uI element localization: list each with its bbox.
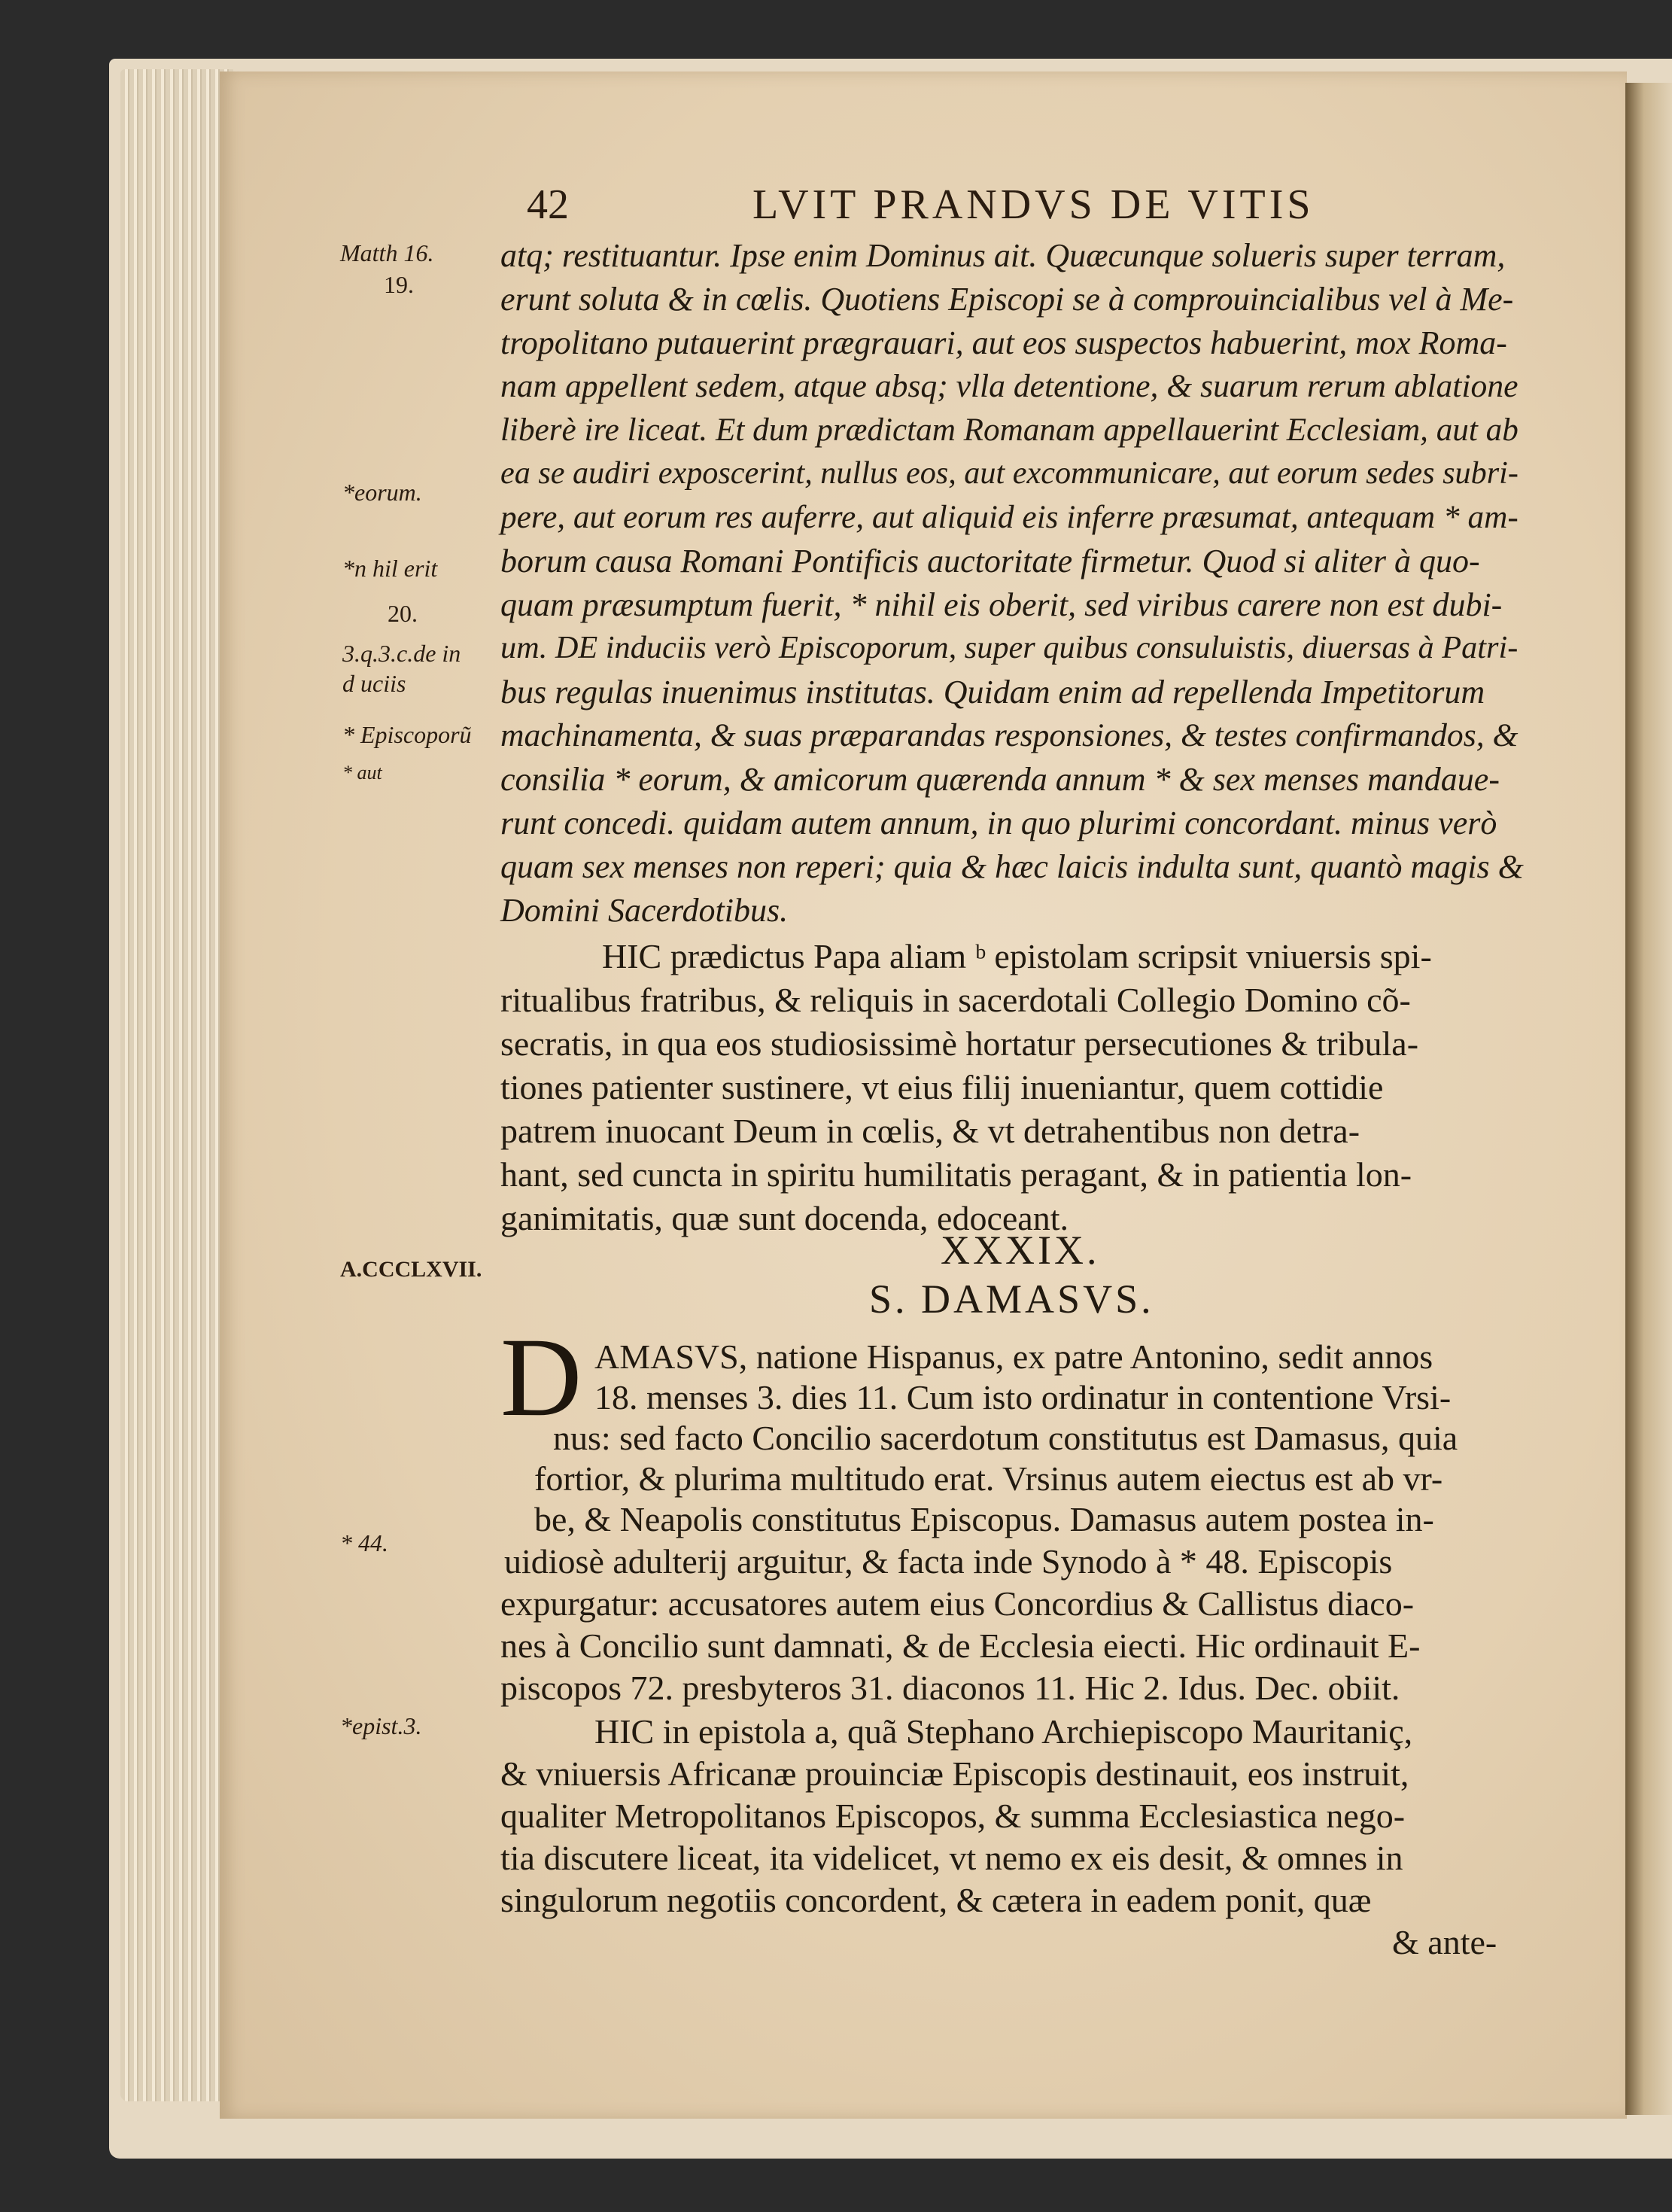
text-line: expurgatur: accusatores autem eius Concordius & Callistus diaco- <box>500 1584 1415 1623</box>
gutter <box>1625 83 1672 2115</box>
text-line: nes à Concilio sunt damnati, & de Ecclesia eiecti. Hic ordinauit E- <box>500 1626 1421 1665</box>
text-line: consilia * eorum, & amicorum quærenda annum * & sex menses mandaue- <box>500 761 1500 798</box>
chapter-title: S. DAMASVS. <box>869 1276 1154 1322</box>
text-line: uidiosè adulterij arguitur, & facta inde Synodo à * 48. Episcopis <box>504 1542 1393 1581</box>
margin-note: 3.q.3.c.de in <box>342 640 461 667</box>
text-line: & vniuersis Africanæ prouinciæ Episcopis destinauit, eos instruit, <box>500 1754 1409 1793</box>
text-line: ganimitatis, quæ sunt docenda, edoceant. <box>500 1199 1069 1237</box>
text-line: AMASVS, natione Hispanus, ex patre Antonino, sedit annos <box>594 1337 1433 1376</box>
text-line: hant, sed cuncta in spiritu humilitatis peragant, & in patientia lon- <box>500 1155 1412 1194</box>
margin-note: *epist.3. <box>340 1712 422 1739</box>
margin-note: 19. <box>384 271 414 298</box>
margin-note: * aut <box>342 762 382 783</box>
text-line: runt concedi. quidam autem annum, in quo plurimi concordant. minus verò <box>500 805 1497 841</box>
text-line: piscopos 72. presbyteros 31. diaconos 11. Hic 2. Idus. Dec. obiit. <box>500 1669 1400 1707</box>
text-line: qualiter Metropolitanos Episcopos, & summa Ecclesiastica nego- <box>500 1797 1406 1835</box>
running-head: LVIT PRANDVS DE VITIS <box>752 181 1315 228</box>
text-line: nam appellent sedem, atque absq; vlla detentione, & suarum rerum ablatione <box>500 368 1518 404</box>
text-line: quam sex menses non reperi; quia & hæc laicis indulta sunt, quantò magis & <box>500 848 1524 885</box>
drop-cap: D <box>500 1315 582 1440</box>
text-line: machinamenta, & suas præparandas responsiones, & testes confirmandos, & <box>500 717 1518 753</box>
margin-note: *n hil erit <box>342 555 438 582</box>
text-line: atq; restituantur. Ipse enim Dominus ait. Quæcunque solueris super terram, <box>500 237 1506 274</box>
page-edges <box>120 69 233 2101</box>
text-line: tia discutere liceat, ita videlicet, vt nemo ex eis desit, & omnes in <box>500 1839 1403 1877</box>
chapter-number: XXXIX. <box>941 1228 1100 1273</box>
margin-note: *eorum. <box>342 479 422 506</box>
margin-note: * Episcoporũ <box>342 721 472 748</box>
text-line: be, & Neapolis constitutus Episcopus. Damasus autem postea in- <box>534 1500 1434 1538</box>
text-line: Domini Sacerdotibus. <box>500 892 789 929</box>
text-line: liberè ire liceat. Et dum prædictam Romanam appellauerint Ecclesiam, aut ab <box>500 412 1518 448</box>
text-line: quam præsumptum fuerit, * nihil eis oberit, sed viribus carere non est dubi- <box>500 586 1503 623</box>
text-line: pere, aut eorum res auferre, aut aliquid eis inferre præsumat, antequam * am- <box>500 499 1518 535</box>
catchword: & ante- <box>1392 1923 1497 1961</box>
text-line: 18. menses 3. dies 11. Cum isto ordinatur in contentione Vrsi- <box>594 1378 1452 1416</box>
text-line: HIC in epistola a, quã Stephano Archiepiscopo Mauritaniç, <box>594 1712 1413 1751</box>
text-line: fortior, & plurima multitudo erat. Vrsinus autem eiectus est ab vr- <box>534 1459 1443 1498</box>
text-line: ritualibus fratribus, & reliquis in sacerdotali Collegio Domino cõ- <box>500 981 1411 1019</box>
text-line: um. DE induciis verò Episcoporum, super quibus consuluistis, diuersas à Patri- <box>500 630 1518 665</box>
text-line: tropolitano putauerint prægrauari, aut eos suspectos habuerint, mox Roma- <box>500 324 1507 361</box>
margin-note: A.CCCLXVII. <box>340 1257 482 1282</box>
margin-note: 20. <box>388 600 418 627</box>
text-line: erunt soluta & in cœlis. Quotiens Episcopi se à comprouincialibus vel à Me- <box>500 281 1514 318</box>
text-line: ea se audiri exposcerint, nullus eos, aut excommunicare, aut eorum sedes subri- <box>500 455 1518 491</box>
text-line: singulorum negotiis concordent, & cætera in eadem ponit, quæ <box>500 1881 1372 1919</box>
text-line: HIC prædictus Papa aliam ᵇ epistolam scripsit vniuersis spi- <box>602 937 1432 975</box>
text-line: bus regulas inuenimus institutas. Quidam enim ad repellenda Impetitorum <box>500 674 1485 710</box>
margin-note: d uciis <box>342 670 406 697</box>
text-line: nus: sed facto Concilio sacerdotum constitutus est Damasus, quia <box>553 1419 1458 1457</box>
text-line: borum causa Romani Pontificis auctoritate firmetur. Quod si aliter à quo- <box>500 543 1480 580</box>
text-line: tiones patienter sustinere, vt eius filij inueniantur, quem cottidie <box>500 1068 1384 1106</box>
margin-note: * 44. <box>340 1529 388 1556</box>
page-number: 42 <box>527 181 569 228</box>
text-line: patrem inuocant Deum in cœlis, & vt detrahentibus non detra- <box>500 1112 1360 1150</box>
text-line: secratis, in qua eos studiosissimè hortatur persecutiones & tribula- <box>500 1024 1419 1063</box>
margin-note: Matth 16. <box>340 239 434 266</box>
